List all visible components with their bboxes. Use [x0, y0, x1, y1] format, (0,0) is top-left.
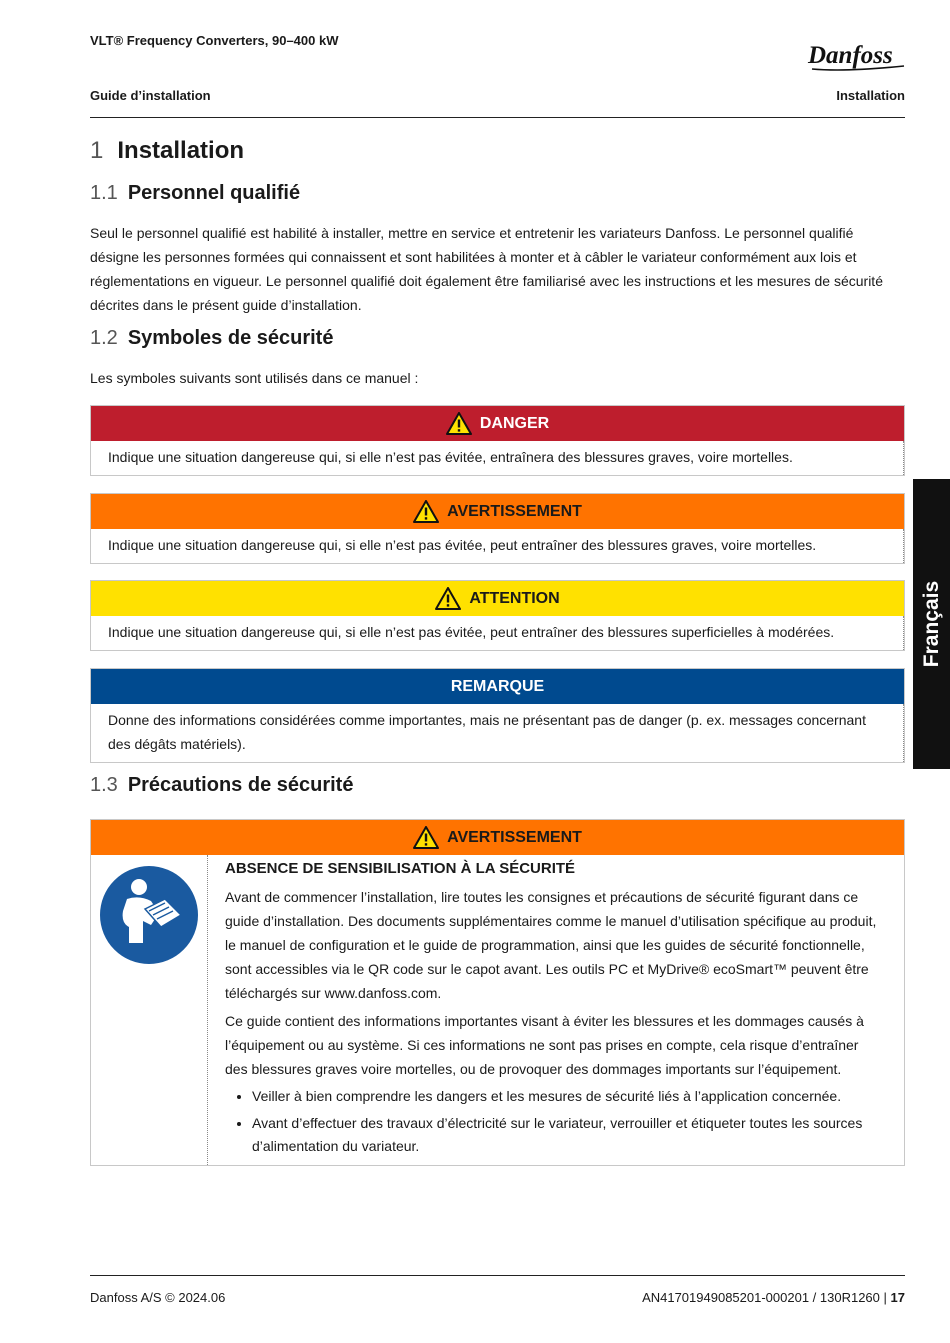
section-number: 1.3: [90, 774, 118, 796]
language-tab: [913, 479, 950, 769]
safety-warning-label: AVERTISSEMENT: [447, 828, 582, 846]
section-title: Précautions de sécurité: [127, 774, 354, 796]
warning-box: [90, 493, 905, 564]
warning-text: Indique une situation dangereuse qui, si elle n’est pas évitée, peut entraîner des blessures graves, voire mortelles.: [91, 529, 904, 563]
warning-header: [91, 494, 904, 529]
caution-header: [91, 581, 904, 616]
section-heading-safety-symbols: [90, 327, 333, 350]
footer-copyright: Danfoss A/S © 2024.06: [90, 1290, 226, 1305]
section-heading-safety-precautions: [90, 774, 353, 797]
logo-wordmark: Danfoss: [808, 42, 893, 69]
symbols-intro: Les symboles suivants sont utilisés dans ce manuel :: [90, 370, 419, 386]
chapter-heading: [90, 137, 244, 165]
safety-warning-header: [91, 820, 904, 855]
product-title: VLT® Frequency Converters, 90–400 kW: [90, 33, 339, 48]
safety-paragraph-2: Ce guide contient des informations importantes visant à éviter les blessures et les dommages causés à l’équipement ou au système. Si ces informations ne sont pas prises en compte, cela risque d’entraîner des blessures graves voire mortelles, ou de provoquer des dommages importants sur l’équipement.: [225, 1013, 864, 1077]
list-item: • Veiller à bien comprendre les dangers et les mesures de sécurité liés à l’application concernée.: [252, 1085, 882, 1108]
danger-header: [91, 406, 904, 441]
chapter-number: 1: [90, 137, 104, 164]
section-title: Personnel qualifié: [127, 182, 301, 204]
notice-text: Donne des informations considérées comme importantes, mais ne présentant pas de danger (p. ex. messages concernant des dégâts matériels).: [91, 704, 904, 762]
footer-divider: [90, 1275, 905, 1276]
danfoss-logo: [806, 36, 910, 76]
section-title: Symboles de sécurité: [127, 327, 334, 349]
caution-box: [90, 580, 905, 651]
read-manual-icon: [99, 865, 199, 965]
guide-label: Guide d’installation: [90, 88, 211, 103]
warning-triangle-icon: [446, 412, 472, 435]
warning-triangle-icon: [435, 587, 461, 610]
chapter-title: Installation: [117, 137, 245, 164]
danger-box: [90, 405, 905, 476]
warning-triangle-icon: [413, 500, 439, 523]
notice-label: REMARQUE: [450, 677, 545, 695]
footer-separator: |: [883, 1290, 887, 1305]
section-heading-qualified-personnel: [90, 182, 300, 205]
footer-doc-info: [642, 1290, 905, 1305]
safety-bullet-list: [225, 1085, 882, 1158]
safety-warning-subtitle: ABSENCE DE SENSIBILISATION À LA SÉCURITÉ: [225, 860, 576, 877]
danger-label: DANGER: [479, 414, 550, 432]
qualified-personnel-text: Seul le personnel qualifié est habilité à installer, mettre en service et entretenir les variateurs Danfoss. Le personnel qualifié désigne les personnes formées qui connaissent et sont habilitées à monter et à câbler le variateur conformément aux lois et réglementations en vigueur. Le personnel qualifié doit également être familiarisé avec les instructions et les mesures de sécurité décrites dans le présent guide d’installation.: [90, 225, 883, 313]
danger-text: Indique une situation dangereuse qui, si elle n’est pas évitée, entraînera des blessures graves, voire mortelles.: [91, 441, 904, 475]
safety-warning-box: [90, 819, 905, 1166]
language-tab-label: Français: [919, 580, 943, 668]
notice-header: [91, 669, 904, 704]
caution-label: ATTENTION: [469, 589, 560, 607]
document-code: AN41701949085201-000201 / 130R1260: [642, 1290, 880, 1305]
warning-triangle-icon: [413, 826, 439, 849]
list-item: • Avant d’effectuer des travaux d’électricité sur le variateur, verrouiller et étiqueter toutes les sources d’alimentation du variateur.: [252, 1112, 882, 1158]
page-number: 17: [890, 1290, 905, 1305]
warning-label: AVERTISSEMENT: [447, 502, 582, 520]
section-number: 1.1: [90, 182, 118, 204]
safety-paragraph-1: Avant de commencer l’installation, lire toutes les consignes et précautions de sécurité figurant dans ce guide d’installation. Des documents supplémentaires comme le manuel d’utilisation spécifique au produit, le manuel de configuration et le guide de programmation, ainsi que les guides de sécurité fonctionnelle, sont accessibles via le QR code sur le capot avant. Les outils PC et MyDrive® ecoSmart™ peuvent être téléchargés sur www.danfoss.com.: [225, 889, 877, 1001]
header-divider: [90, 117, 905, 118]
safety-warning-content: [225, 857, 882, 1162]
caution-text: Indique une situation dangereuse qui, si elle n’est pas évitée, peut entraîner des blessures superficielles à modérées.: [91, 616, 904, 650]
icon-column: [91, 855, 208, 1165]
section-label: Installation: [836, 88, 905, 103]
section-number: 1.2: [90, 327, 118, 349]
notice-box: [90, 668, 905, 763]
